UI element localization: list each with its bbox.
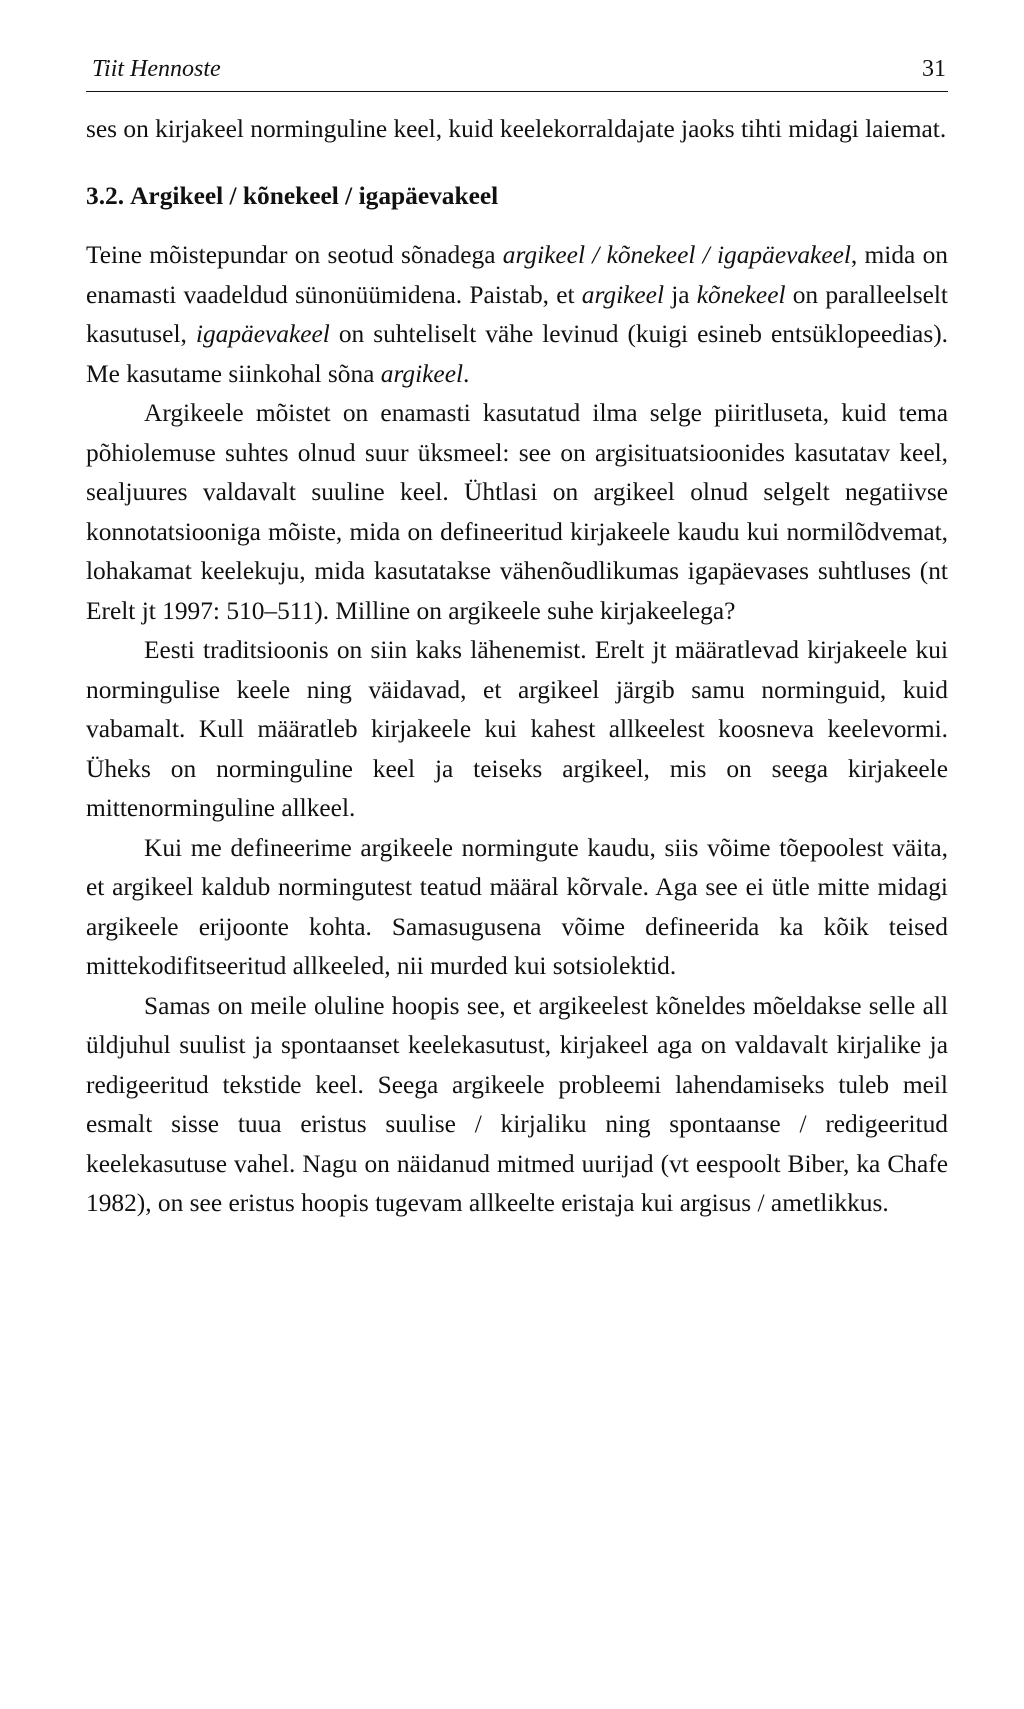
text-run: , mida on enamasti vaadeldud sünonüümidena. Paistab, et [86, 241, 948, 309]
italic-term: argikeel / kõnekeel / igapäevakeel [502, 241, 851, 269]
italic-term: argikeel [581, 280, 664, 309]
text-run: on paralleelselt kasutusel, [86, 280, 948, 348]
section-number: 3.2. [86, 181, 125, 210]
document-page [86, 56, 948, 1224]
text-run: ja [664, 280, 697, 309]
section-heading [86, 177, 948, 217]
text-run: . [463, 359, 470, 388]
page-number: 31 [922, 56, 946, 82]
paragraph-3: Eesti traditsioonis on siin kaks lähenemist. Erelt jt määratlevad kirjakeele kui normingulise keele ning väidavad, et argikeel järgib samu norminguid, kuid vabamalt. Kull määratleb kirjakeele kui kahest allkeelest koosneva keelevormi. Üheks on norminguline keel ja teiseks argikeel, mis on seega kirjakeele mittenorminguline allkeel. [86, 636, 948, 822]
running-header-author: Tiit Hennoste [92, 56, 221, 82]
section-title: Argikeel / kõnekeel / igapäevakeel [130, 181, 499, 210]
italic-term: kõnekeel [696, 280, 786, 309]
text-run: on suhteliselt vähe levinud (kuigi esineb entsüklopeedias). Me kasutame siinkohal sõna [86, 320, 948, 388]
paragraph-4: Kui me defineerime argikeele normingute kaudu, siis võime tõepoolest väita, et argikeel kaldub normingutest teatud määral kõrvale. Aga see ei ütle mitte midagi argikeele erijoonte kohta. Samasugusena võime defineerida ka kõik teised mittekodifitseeritud allkeeled, nii murded kui sotsiolektid. [86, 833, 948, 980]
running-header [86, 56, 948, 92]
paragraph-2: Argikeele mõistet on enamasti kasutatud ilma selge piiritluseta, kuid tema põhiolemuse suhtes olnud suur üksmeel: see on argisituatsioonides kasutatav keel, sealjuures valdavalt suuline keel. Ühtlasi on argikeel olnud selgelt negatiivse konnotatsiooniga mõiste, mida on defineeritud kirjakeele kaudu kui normilõdvemat, lohakamat keelekuju, mida kasutatakse vähenõudlikumas igapäevases suhtluses (nt Erelt jt 1997: 510–511). Milline on argikeele suhe kirjakeelega? [86, 399, 948, 625]
italic-term: argikeel [380, 359, 464, 388]
text-run: Teine mõistepundar on seotud sõnadega [86, 241, 503, 269]
italic-term: igapäevakeel [195, 320, 330, 348]
paragraph-1 [86, 236, 948, 394]
paragraph-continued: ses on kirjakeel norminguline keel, kuid keelekorraldajate jaoks tihti midagi laiemat. [86, 115, 947, 143]
body-text [86, 110, 948, 1224]
paragraph-5: Samas on meile oluline hoopis see, et argikeelest kõneldes mõeldakse selle all üldjuhul suulist ja spontaanset keelekasutust, kirjakeel aga on valdavalt kirjalike ja redigeeritud tekstide keel. Seega argikeele probleemi lahendamiseks tuleb meil esmalt sisse tuua eristus suulise / kirjaliku ning spontaanse / redigeeritud keelekasutuse vahel. Nagu on näidanud mitmed uurijad (vt eespoolt Biber, ka Chafe 1982), on see eristus hoopis tugevam allkeelte eristaja kui argisus / ametlikkus. [86, 991, 948, 1217]
